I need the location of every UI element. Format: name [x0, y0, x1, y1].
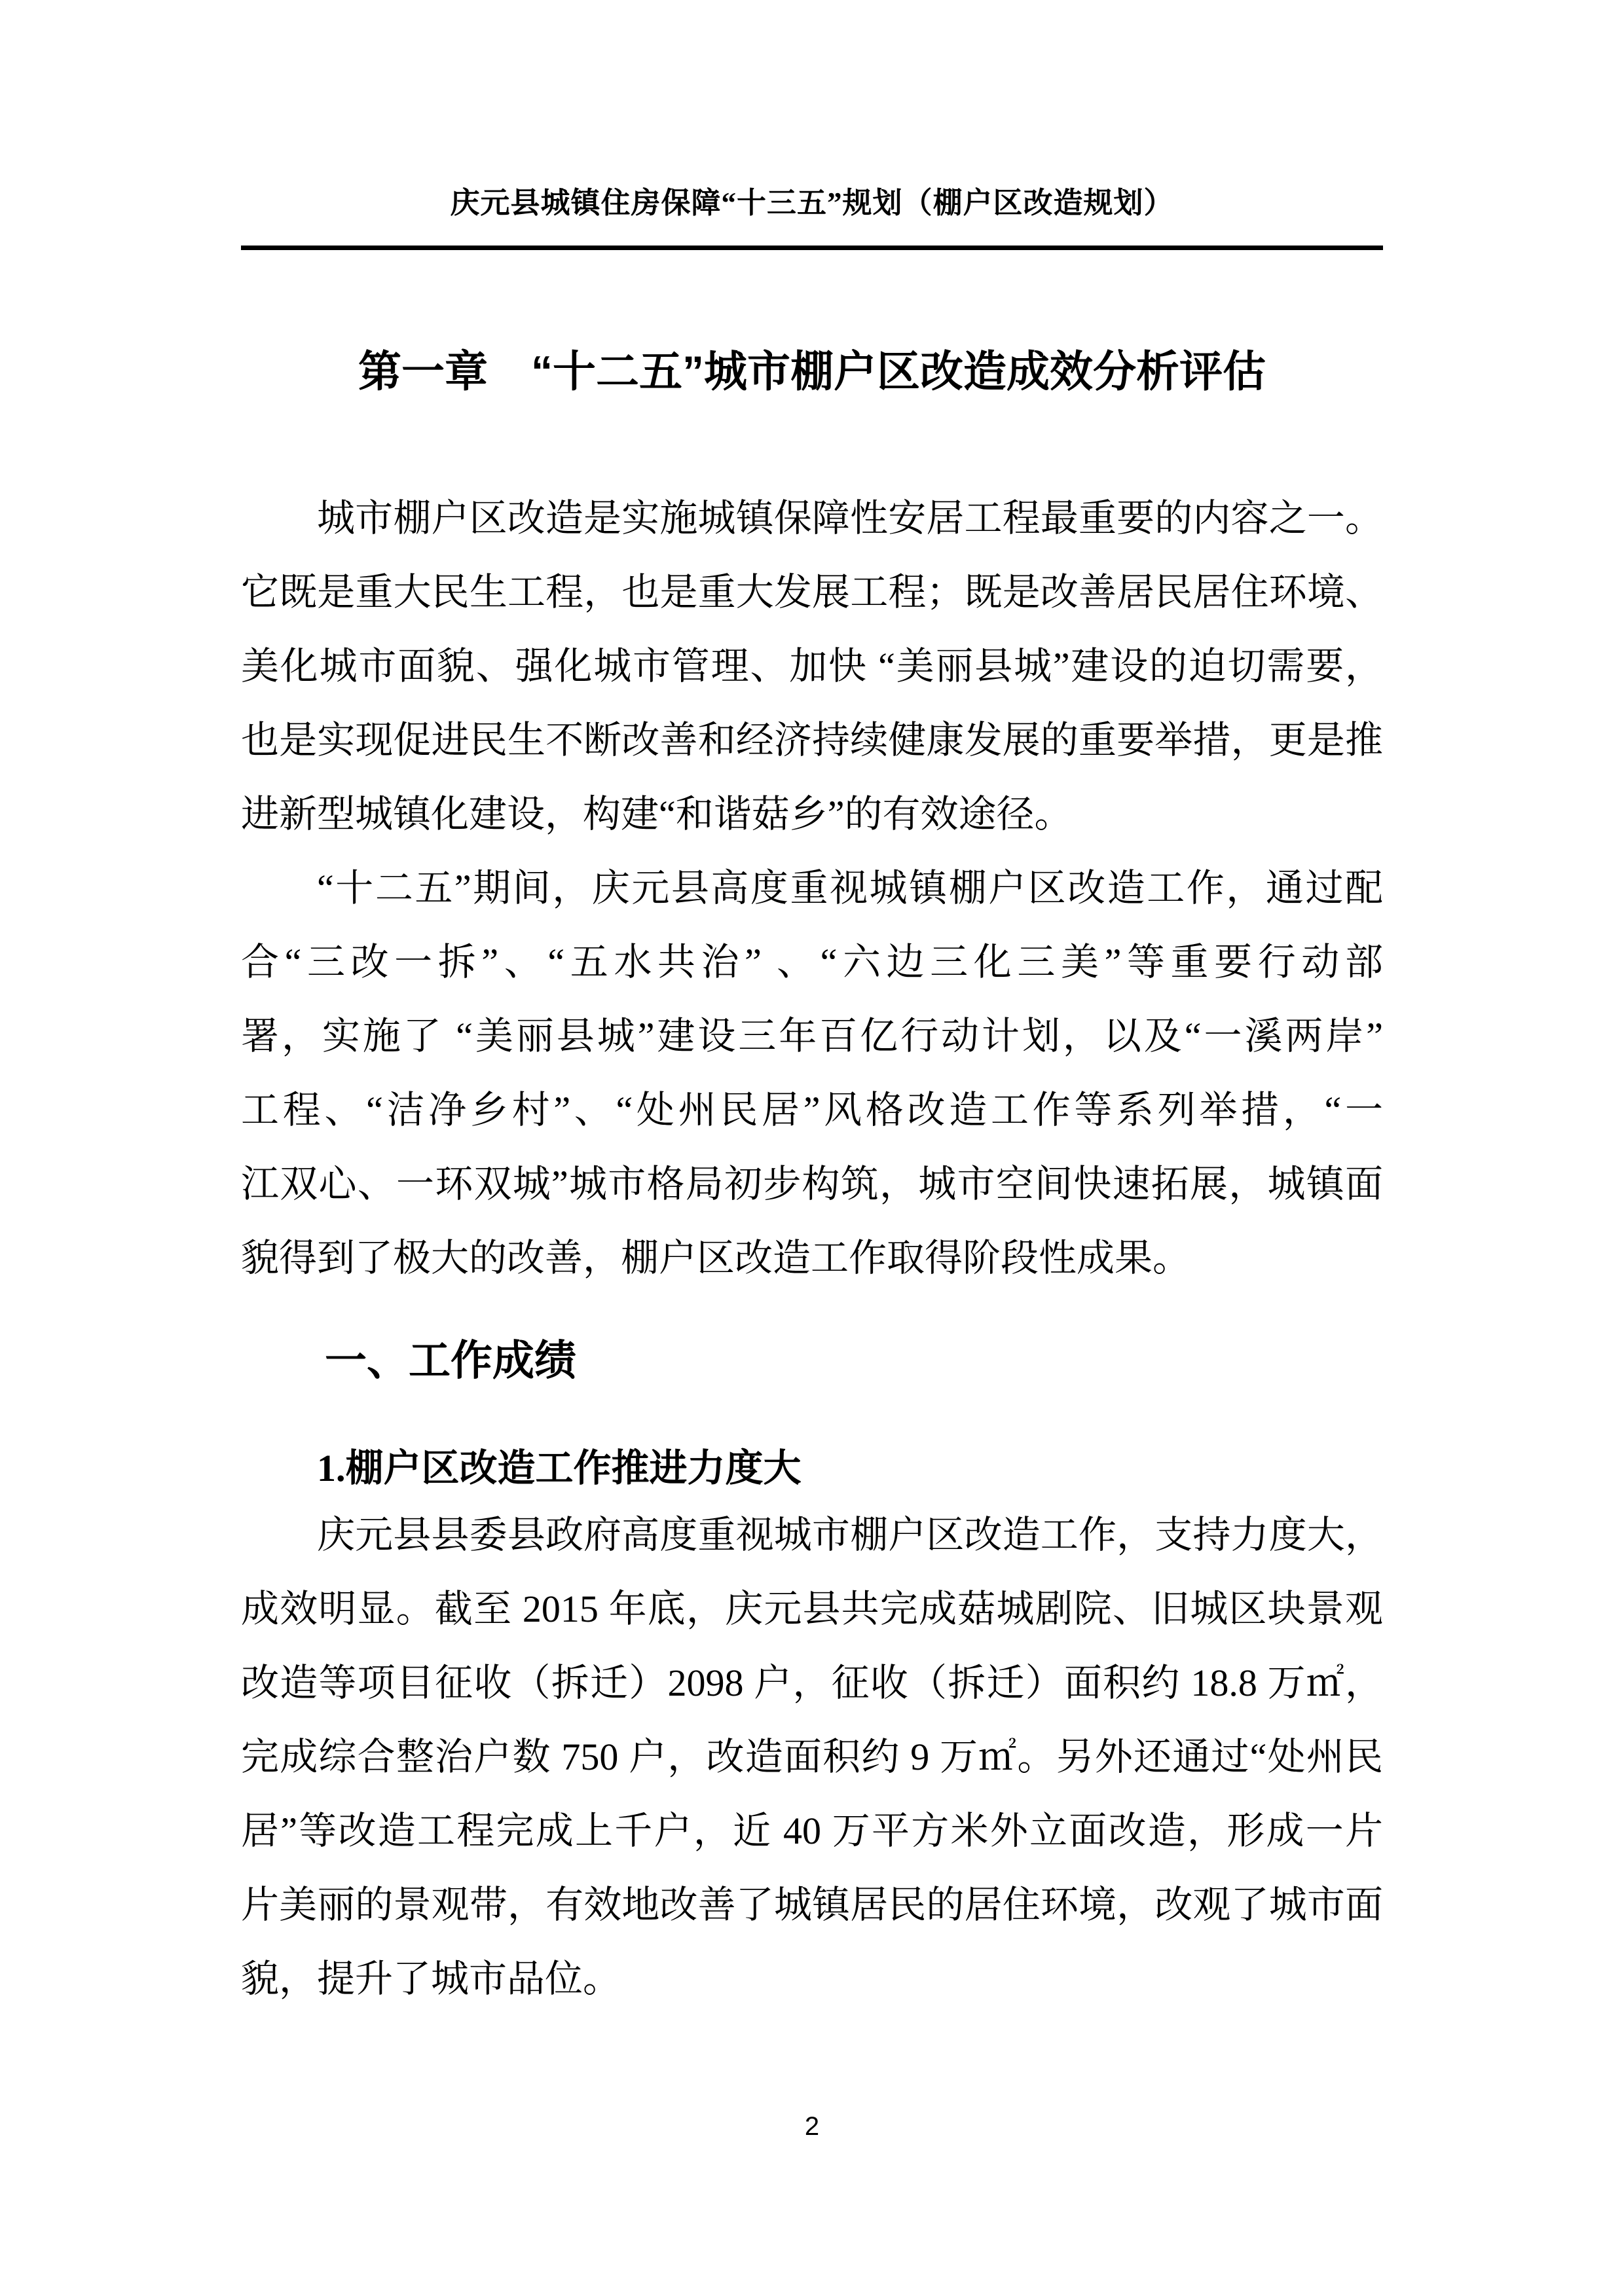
text-line: 貌得到了极大的改善，棚户区改造工作取得阶段性成果。	[241, 1237, 1191, 1279]
text-line: 它既是重大民生工程，也是重大发展工程；既是改善居民居住环境、	[241, 571, 1383, 613]
text-line: 合“三改一拆”、“五水共治” 、“六边三化三美”等重要行动部	[241, 941, 1383, 983]
text-line: 城市棚户区改造是实施城镇保障性安居工程最重要的内容之一。	[317, 497, 1383, 539]
text-line: 居”等改造工程完成上千户，近 40 万平方米外立面改造，形成一片	[241, 1810, 1383, 1852]
text-line: 片美丽的景观带，有效地改善了城镇居民的居住环境，改观了城市面	[241, 1884, 1383, 1926]
paragraph-achievement-details	[241, 1498, 1383, 2016]
text-line: 美化城市面貌、强化城市管理、加快 “美丽县城”建设的迫切需要，	[241, 645, 1383, 687]
text-line: 成效明显。截至 2015 年底，庆元县共完成菇城剧院、旧城区块景观	[241, 1588, 1383, 1630]
text-line: 署，实施了 “美丽县城”建设三年百亿行动计划，以及“一溪两岸”	[241, 1015, 1383, 1057]
section-heading-work-achievements: 一、工作成绩	[325, 1337, 576, 1384]
text-line: “十二五”期间，庆元县高度重视城镇棚户区改造工作，通过配	[317, 867, 1383, 909]
header-divider-line	[241, 246, 1383, 250]
page-header-title: 庆元县城镇住房保障“十三五”规划（棚户区改造规划）	[450, 187, 1174, 219]
text-line: 完成综合整治户数 750 户，改造面积约 9 万㎡。另外还通过“处州民	[241, 1736, 1383, 1778]
text-line: 也是实现促进民生不断改善和经济持续健康发展的重要举措，更是推	[241, 719, 1383, 761]
paragraph-intro	[241, 481, 1383, 851]
page-number: 2	[804, 2112, 820, 2141]
text-line: 改造等项目征收（拆迁）2098 户，征收（拆迁）面积约 18.8 万㎡，	[241, 1662, 1383, 1704]
text-line: 江双心、一环双城”城市格局初步构筑，城市空间快速拓展，城镇面	[241, 1163, 1383, 1205]
chapter-title: 第一章 “十二五”城市棚户区改造成效分析评估	[358, 347, 1266, 395]
text-line: 庆元县县委县政府高度重视城市棚户区改造工作，支持力度大，	[317, 1514, 1383, 1556]
paragraph-twelfth-five-review	[241, 851, 1383, 1295]
text-line: 工程、“洁净乡村”、“处州民居”风格改造工作等系列举措，“一	[241, 1089, 1383, 1131]
text-line: 貌，提升了城市品位。	[241, 1958, 621, 2000]
subsection-heading-renovation-progress: 1.棚户区改造工作推进力度大	[317, 1447, 802, 1489]
text-line: 进新型城镇化建设，构建“和谐菇乡”的有效途径。	[241, 793, 1073, 835]
